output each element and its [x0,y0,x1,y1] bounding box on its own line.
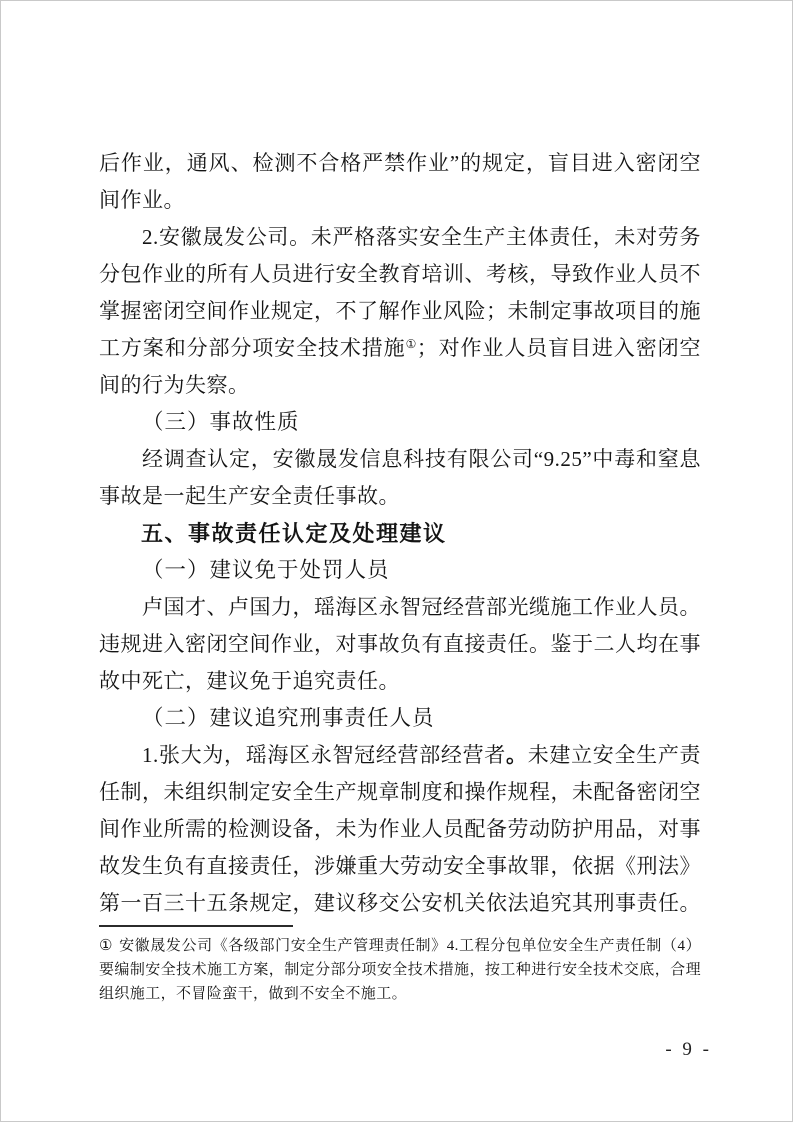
paragraph-accident-determination: 经调查认定，安徽晟发信息科技有限公司“9.25”中毒和窒息事故是一起生产安全责任事故。 [99,447,701,508]
paragraph-text: ；对作业人员盲目进入密闭空间的行为失察。 [99,336,702,397]
paragraph-text: 。 [505,743,528,767]
footnote-separator-line [99,925,293,927]
paragraph-zhang-dawei [99,737,701,922]
footnote-section [99,925,701,1006]
paragraph-company-responsibility [99,219,701,404]
paragraph-text: 未建立安全生产责任制，未组织制定安全生产规章制度和操作规程，未配备密闭空间作业所需的检测设备，未为作业人员配备劳动防护用品，对事故发生负有直接责任，涉嫌重大劳动安全事故罪，依据《刑法》第一百三十五条规定，建议移交公安机关依法追究其刑事责任。 [99,743,702,915]
heading-criminal-liability-persons: （二）建议追究刑事责任人员 [142,706,435,730]
document-body [99,145,701,922]
footnote-reference-mark: ① [405,337,417,351]
footnote-marker: ① [99,938,114,954]
heading-exempt-persons: （一）建议免于处罚人员 [142,558,390,582]
footnote-body: 安徽晟发公司《各级部门安全生产管理责任制》4.工程分包单位安全生产责任制（4）要编制安全技术施工方案，制定分部分项安全技术措施，按工种进行安全技术交底，合理组织施工，不冒险蛮干，做到不安全不施工。 [99,938,701,1002]
paragraph-exempt-persons: 卢国才、卢国力，瑶海区永智冠经营部光缆施工作业人员。违规进入密闭空间作业，对事故负有直接责任。鉴于二人均在事故中死亡，建议免于追究责任。 [99,595,701,693]
heading-accident-nature: （三）事故性质 [142,410,300,434]
footnote-text [99,934,701,1006]
paragraph-text: 1.张大为，瑶海区永智冠经营部经营者 [142,743,506,767]
paragraph-text: 2.安徽晟发公司。未严格落实安全生产主体责任，未对劳务分包作业的所有人员进行安全教育培训、考核，导致作业人员不掌握密闭空间作业规定，不了解作业风险；未制定事故项目的施工方案和分部分项安全技术措施 [99,225,701,360]
heading-section-5: 五、事故责任认定及处理建议 [141,521,447,546]
paragraph-continuation: 后作业，通风、检测不合格严禁作业”的规定，盲目进入密闭空间作业。 [99,151,701,212]
page-number: - 9 - [665,1039,712,1060]
